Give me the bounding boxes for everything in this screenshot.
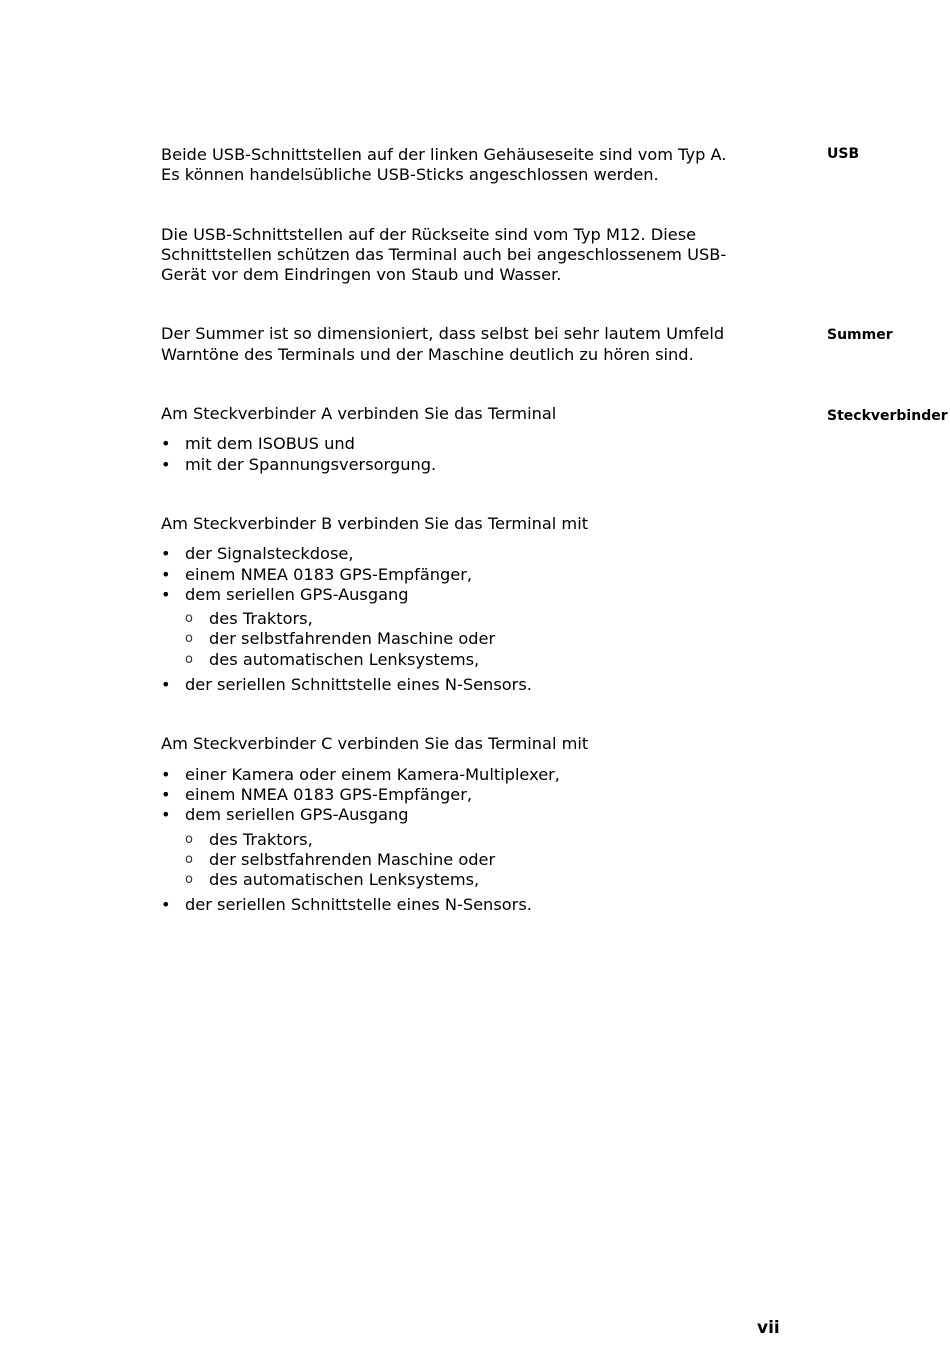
connector-b-list: [161, 544, 801, 695]
text-line: Beide USB-Schnittstellen auf der linken Gehäuseseite sind vom Typ A.: [161, 145, 727, 164]
text-line: Es können handelsübliche USB-Sticks angeschlossen werden.: [161, 165, 659, 185]
sub-list-item: o des Traktors,: [185, 830, 801, 850]
text-line: Warntöne des Terminals und der Maschine deutlich zu hören sind.: [161, 344, 694, 364]
sub-list-item: o der selbstfahrenden Maschine oder: [185, 850, 801, 870]
text-line: Gerät vor dem Eindringen von Staub und Wasser.: [161, 265, 562, 285]
list-item: [161, 805, 801, 890]
connector-c-sublist: [185, 830, 801, 891]
usb-m12-paragraph: [161, 225, 801, 286]
list-item: • mit der Spannungsversorgung.: [161, 455, 801, 475]
connector-a-list: [161, 434, 801, 475]
margin-note-usb: USB: [827, 146, 860, 162]
sub-list-item: o des automatischen Lenksystems,: [185, 650, 801, 670]
sub-list-item: o des Traktors,: [185, 609, 801, 629]
sub-list-item: o der selbstfahrenden Maschine oder: [185, 629, 801, 649]
connector-a-intro: Am Steckverbinder A verbinden Sie das Terminal: [161, 404, 557, 424]
margin-note-steckverbinder: Steckverbinder: [827, 408, 948, 424]
summer-paragraph: [161, 324, 801, 365]
list-item-label: dem seriellen GPS-Ausgang: [185, 805, 409, 825]
sub-list-item: o des automatischen Lenksystems,: [185, 870, 801, 890]
list-item: • einem NMEA 0183 GPS-Empfänger,: [161, 785, 801, 805]
text-line: Die USB-Schnittstellen auf der Rückseite sind vom Typ M12. Diese: [161, 224, 697, 244]
list-item: • einer Kamera oder einem Kamera-Multiplexer,: [161, 765, 801, 785]
connector-c-list: [161, 765, 801, 916]
connector-b-intro: Am Steckverbinder B verbinden Sie das Terminal mit: [161, 513, 589, 533]
list-item: • mit dem ISOBUS und: [161, 434, 801, 454]
list-item: • einem NMEA 0183 GPS-Empfänger,: [161, 565, 801, 585]
connector-b-sublist: [185, 609, 801, 670]
list-item-label: dem seriellen GPS-Ausgang: [185, 584, 409, 604]
main-text: [161, 145, 801, 916]
usb-type-a-paragraph: [161, 145, 801, 186]
text-line: Der Summer ist so dimensioniert, dass selbst bei sehr lautem Umfeld: [161, 324, 725, 344]
page-number: vii: [757, 1318, 780, 1338]
margin-note-summer: Summer: [827, 327, 893, 343]
list-item: [161, 585, 801, 670]
connector-c-intro: Am Steckverbinder C verbinden Sie das Terminal mit: [161, 734, 589, 754]
list-item: • der seriellen Schnittstelle eines N-Sensors.: [161, 895, 801, 915]
list-item: • der seriellen Schnittstelle eines N-Sensors.: [161, 675, 801, 695]
list-item: • der Signalsteckdose,: [161, 544, 801, 564]
text-line: Schnittstellen schützen das Terminal auch bei angeschlossenem USB-: [161, 244, 727, 264]
